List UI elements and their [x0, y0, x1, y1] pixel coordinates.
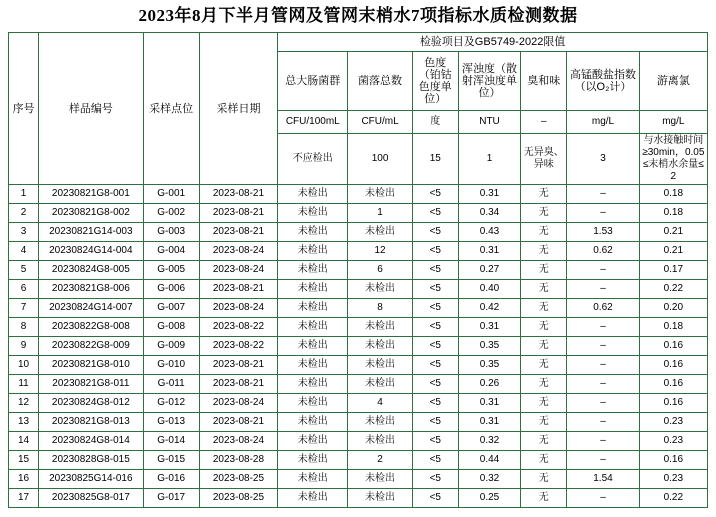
limit-free-chlorine: 与水接触时间≥30min，0.05≤末梢水余量≤2	[639, 134, 707, 185]
cell-index: 9	[9, 337, 39, 356]
cell-sampling-date: 2023-08-24	[199, 261, 277, 280]
cell-chroma: <5	[412, 185, 458, 204]
header-chroma: 色度（铂钴色度单位）	[412, 52, 458, 111]
cell-index: 4	[9, 242, 39, 261]
cell-sampling-date: 2023-08-24	[199, 299, 277, 318]
cell-turbidity: 0.31	[458, 413, 520, 432]
cell-total-coliform: 未检出	[278, 470, 348, 489]
cell-sampling-date: 2023-08-24	[199, 394, 277, 413]
table-head	[9, 33, 708, 185]
cell-colony-count: 4	[348, 394, 412, 413]
table-row	[9, 185, 708, 204]
header-turbidity: 浑浊度（散射浑浊度单位）	[458, 52, 520, 111]
cell-chroma: <5	[412, 242, 458, 261]
cell-turbidity: 0.27	[458, 261, 520, 280]
cell-chroma: <5	[412, 470, 458, 489]
cell-colony-count: 8	[348, 299, 412, 318]
cell-sample-id: 20230821G8-013	[39, 413, 143, 432]
cell-colony-count: 2	[348, 451, 412, 470]
cell-permanganate-index: 1.53	[567, 223, 639, 242]
cell-total-coliform: 未检出	[278, 261, 348, 280]
cell-sample-id: 20230824G14-007	[39, 299, 143, 318]
cell-sampling-point: G-009	[143, 337, 199, 356]
cell-index: 8	[9, 318, 39, 337]
cell-colony-count: 未检出	[348, 432, 412, 451]
table-row	[9, 204, 708, 223]
cell-sample-id: 20230821G14-003	[39, 223, 143, 242]
cell-permanganate-index: –	[567, 356, 639, 375]
limit-colony-count: 100	[348, 134, 412, 185]
cell-free-chlorine: 0.23	[639, 413, 707, 432]
cell-sampling-date: 2023-08-21	[199, 204, 277, 223]
cell-total-coliform: 未检出	[278, 299, 348, 318]
cell-colony-count: 未检出	[348, 318, 412, 337]
cell-permanganate-index: –	[567, 318, 639, 337]
cell-index: 13	[9, 413, 39, 432]
unit-odor-taste: –	[521, 111, 567, 134]
cell-total-coliform: 未检出	[278, 413, 348, 432]
header-total-coliform: 总大肠菌群	[278, 52, 348, 111]
cell-sample-id: 20230824G8-005	[39, 261, 143, 280]
cell-colony-count: 12	[348, 242, 412, 261]
cell-free-chlorine: 0.18	[639, 204, 707, 223]
cell-turbidity: 0.34	[458, 204, 520, 223]
cell-sampling-date: 2023-08-21	[199, 223, 277, 242]
water-quality-table	[8, 32, 708, 508]
cell-odor-taste: 无	[521, 242, 567, 261]
cell-permanganate-index: –	[567, 261, 639, 280]
cell-free-chlorine: 0.16	[639, 394, 707, 413]
cell-total-coliform: 未检出	[278, 204, 348, 223]
cell-free-chlorine: 0.16	[639, 451, 707, 470]
cell-sampling-point: G-004	[143, 242, 199, 261]
cell-turbidity: 0.25	[458, 489, 520, 508]
cell-total-coliform: 未检出	[278, 356, 348, 375]
cell-total-coliform: 未检出	[278, 318, 348, 337]
cell-chroma: <5	[412, 451, 458, 470]
cell-sampling-date: 2023-08-28	[199, 451, 277, 470]
limit-turbidity: 1	[458, 134, 520, 185]
cell-odor-taste: 无	[521, 375, 567, 394]
table-row	[9, 223, 708, 242]
table-row	[9, 394, 708, 413]
header-sample-id: 样品编号	[39, 33, 143, 185]
cell-colony-count: 未检出	[348, 280, 412, 299]
table-row	[9, 280, 708, 299]
unit-chroma: 度	[412, 111, 458, 134]
cell-total-coliform: 未检出	[278, 185, 348, 204]
cell-permanganate-index: –	[567, 204, 639, 223]
table-row	[9, 242, 708, 261]
cell-index: 2	[9, 204, 39, 223]
cell-colony-count: 未检出	[348, 375, 412, 394]
cell-chroma: <5	[412, 432, 458, 451]
table-group-header-row	[9, 33, 708, 52]
cell-sample-id: 20230828G8-015	[39, 451, 143, 470]
cell-free-chlorine: 0.20	[639, 299, 707, 318]
unit-free-chlorine: mg/L	[639, 111, 707, 134]
cell-permanganate-index: 0.62	[567, 242, 639, 261]
cell-odor-taste: 无	[521, 299, 567, 318]
limit-permanganate-index: 3	[567, 134, 639, 185]
cell-free-chlorine: 0.18	[639, 318, 707, 337]
cell-free-chlorine: 0.21	[639, 223, 707, 242]
cell-sample-id: 20230825G14-016	[39, 470, 143, 489]
cell-turbidity: 0.31	[458, 242, 520, 261]
cell-sampling-point: G-013	[143, 413, 199, 432]
cell-total-coliform: 未检出	[278, 451, 348, 470]
cell-turbidity: 0.31	[458, 185, 520, 204]
cell-turbidity: 0.35	[458, 356, 520, 375]
cell-chroma: <5	[412, 337, 458, 356]
cell-sample-id: 20230821G8-001	[39, 185, 143, 204]
header-free-chlorine: 游离氯	[639, 52, 707, 111]
cell-odor-taste: 无	[521, 318, 567, 337]
cell-total-coliform: 未检出	[278, 489, 348, 508]
cell-free-chlorine: 0.16	[639, 375, 707, 394]
cell-sample-id: 20230821G8-010	[39, 356, 143, 375]
cell-odor-taste: 无	[521, 432, 567, 451]
table-row	[9, 375, 708, 394]
cell-free-chlorine: 0.17	[639, 261, 707, 280]
cell-index: 1	[9, 185, 39, 204]
cell-chroma: <5	[412, 375, 458, 394]
cell-turbidity: 0.35	[458, 337, 520, 356]
cell-total-coliform: 未检出	[278, 337, 348, 356]
cell-sampling-point: G-001	[143, 185, 199, 204]
cell-turbidity: 0.43	[458, 223, 520, 242]
cell-sampling-point: G-011	[143, 375, 199, 394]
cell-total-coliform: 未检出	[278, 242, 348, 261]
header-index: 序号	[9, 33, 39, 185]
cell-sample-id: 20230824G8-012	[39, 394, 143, 413]
cell-sampling-point: G-012	[143, 394, 199, 413]
cell-sampling-date: 2023-08-21	[199, 280, 277, 299]
limit-chroma: 15	[412, 134, 458, 185]
unit-total-coliform: CFU/100mL	[278, 111, 348, 134]
cell-turbidity: 0.40	[458, 280, 520, 299]
limit-total-coliform: 不应检出	[278, 134, 348, 185]
table-body	[9, 185, 708, 508]
cell-free-chlorine: 0.22	[639, 280, 707, 299]
cell-colony-count: 未检出	[348, 337, 412, 356]
cell-sampling-point: G-015	[143, 451, 199, 470]
cell-odor-taste: 无	[521, 394, 567, 413]
header-sampling-point: 采样点位	[143, 33, 199, 185]
cell-turbidity: 0.26	[458, 375, 520, 394]
cell-permanganate-index: –	[567, 185, 639, 204]
cell-free-chlorine: 0.22	[639, 489, 707, 508]
table-row	[9, 261, 708, 280]
table-row	[9, 451, 708, 470]
cell-sample-id: 20230821G8-011	[39, 375, 143, 394]
cell-chroma: <5	[412, 261, 458, 280]
cell-sampling-date: 2023-08-22	[199, 318, 277, 337]
cell-index: 6	[9, 280, 39, 299]
cell-free-chlorine: 0.21	[639, 242, 707, 261]
cell-sampling-point: G-003	[143, 223, 199, 242]
cell-permanganate-index: 0.62	[567, 299, 639, 318]
cell-chroma: <5	[412, 413, 458, 432]
cell-sampling-date: 2023-08-22	[199, 337, 277, 356]
table-row	[9, 356, 708, 375]
unit-turbidity: NTU	[458, 111, 520, 134]
cell-turbidity: 0.32	[458, 432, 520, 451]
cell-permanganate-index: –	[567, 394, 639, 413]
cell-free-chlorine: 0.16	[639, 356, 707, 375]
cell-permanganate-index: 1.54	[567, 470, 639, 489]
cell-odor-taste: 无	[521, 413, 567, 432]
cell-permanganate-index: –	[567, 432, 639, 451]
cell-sample-id: 20230824G14-004	[39, 242, 143, 261]
table-row	[9, 299, 708, 318]
cell-odor-taste: 无	[521, 280, 567, 299]
cell-chroma: <5	[412, 489, 458, 508]
cell-chroma: <5	[412, 280, 458, 299]
cell-chroma: <5	[412, 356, 458, 375]
cell-free-chlorine: 0.23	[639, 432, 707, 451]
cell-permanganate-index: –	[567, 451, 639, 470]
cell-index: 17	[9, 489, 39, 508]
cell-chroma: <5	[412, 318, 458, 337]
page-title: 2023年8月下半月管网及管网末梢水7项指标水质检测数据	[138, 6, 578, 25]
cell-sampling-date: 2023-08-25	[199, 489, 277, 508]
table-row	[9, 337, 708, 356]
header-permanganate-index: 高锰酸盐指数（以O₂计）	[567, 52, 639, 111]
cell-odor-taste: 无	[521, 470, 567, 489]
cell-sample-id: 20230821G8-006	[39, 280, 143, 299]
cell-colony-count: 1	[348, 204, 412, 223]
header-sampling-date: 采样日期	[199, 33, 277, 185]
cell-turbidity: 0.42	[458, 299, 520, 318]
cell-sampling-point: G-007	[143, 299, 199, 318]
cell-total-coliform: 未检出	[278, 280, 348, 299]
cell-chroma: <5	[412, 223, 458, 242]
cell-sampling-point: G-008	[143, 318, 199, 337]
table-row	[9, 489, 708, 508]
limit-odor-taste: 无异臭、异味	[521, 134, 567, 185]
cell-colony-count: 6	[348, 261, 412, 280]
cell-turbidity: 0.31	[458, 394, 520, 413]
header-test-items-group: 检验项目及GB5749-2022限值	[278, 33, 708, 52]
cell-colony-count: 未检出	[348, 356, 412, 375]
cell-colony-count: 未检出	[348, 470, 412, 489]
cell-chroma: <5	[412, 394, 458, 413]
cell-sampling-point: G-010	[143, 356, 199, 375]
cell-colony-count: 未检出	[348, 185, 412, 204]
cell-index: 12	[9, 394, 39, 413]
cell-sampling-date: 2023-08-25	[199, 470, 277, 489]
cell-chroma: <5	[412, 204, 458, 223]
cell-permanganate-index: –	[567, 413, 639, 432]
cell-permanganate-index: –	[567, 489, 639, 508]
table-row	[9, 432, 708, 451]
header-odor-taste: 臭和味	[521, 52, 567, 111]
table-row	[9, 470, 708, 489]
cell-index: 5	[9, 261, 39, 280]
cell-permanganate-index: –	[567, 337, 639, 356]
cell-turbidity: 0.31	[458, 318, 520, 337]
cell-chroma: <5	[412, 299, 458, 318]
cell-turbidity: 0.44	[458, 451, 520, 470]
unit-permanganate-index: mg/L	[567, 111, 639, 134]
cell-sample-id: 20230825G8-017	[39, 489, 143, 508]
cell-permanganate-index: –	[567, 375, 639, 394]
cell-sampling-date: 2023-08-24	[199, 242, 277, 261]
cell-total-coliform: 未检出	[278, 432, 348, 451]
cell-odor-taste: 无	[521, 261, 567, 280]
cell-colony-count: 未检出	[348, 223, 412, 242]
cell-sampling-date: 2023-08-21	[199, 375, 277, 394]
cell-colony-count: 未检出	[348, 413, 412, 432]
cell-free-chlorine: 0.16	[639, 337, 707, 356]
cell-index: 10	[9, 356, 39, 375]
cell-sample-id: 20230821G8-002	[39, 204, 143, 223]
cell-sampling-date: 2023-08-21	[199, 185, 277, 204]
cell-odor-taste: 无	[521, 451, 567, 470]
cell-sample-id: 20230822G8-009	[39, 337, 143, 356]
table-row	[9, 318, 708, 337]
cell-free-chlorine: 0.23	[639, 470, 707, 489]
cell-sample-id: 20230822G8-008	[39, 318, 143, 337]
cell-sampling-point: G-016	[143, 470, 199, 489]
table-row	[9, 413, 708, 432]
cell-sampling-point: G-017	[143, 489, 199, 508]
cell-odor-taste: 无	[521, 337, 567, 356]
cell-total-coliform: 未检出	[278, 375, 348, 394]
cell-index: 16	[9, 470, 39, 489]
cell-sampling-point: G-014	[143, 432, 199, 451]
header-colony-count: 菌落总数	[348, 52, 412, 111]
unit-colony-count: CFU/mL	[348, 111, 412, 134]
cell-odor-taste: 无	[521, 185, 567, 204]
cell-index: 15	[9, 451, 39, 470]
cell-sampling-date: 2023-08-21	[199, 413, 277, 432]
cell-sampling-point: G-005	[143, 261, 199, 280]
cell-sampling-point: G-006	[143, 280, 199, 299]
cell-index: 11	[9, 375, 39, 394]
cell-odor-taste: 无	[521, 204, 567, 223]
cell-index: 3	[9, 223, 39, 242]
cell-permanganate-index: –	[567, 280, 639, 299]
cell-free-chlorine: 0.18	[639, 185, 707, 204]
cell-total-coliform: 未检出	[278, 223, 348, 242]
cell-turbidity: 0.32	[458, 470, 520, 489]
cell-sample-id: 20230824G8-014	[39, 432, 143, 451]
cell-index: 7	[9, 299, 39, 318]
cell-odor-taste: 无	[521, 356, 567, 375]
cell-odor-taste: 无	[521, 489, 567, 508]
cell-colony-count: 未检出	[348, 489, 412, 508]
cell-sampling-point: G-002	[143, 204, 199, 223]
cell-odor-taste: 无	[521, 223, 567, 242]
cell-index: 14	[9, 432, 39, 451]
cell-total-coliform: 未检出	[278, 394, 348, 413]
cell-sampling-date: 2023-08-21	[199, 356, 277, 375]
cell-sampling-date: 2023-08-24	[199, 432, 277, 451]
